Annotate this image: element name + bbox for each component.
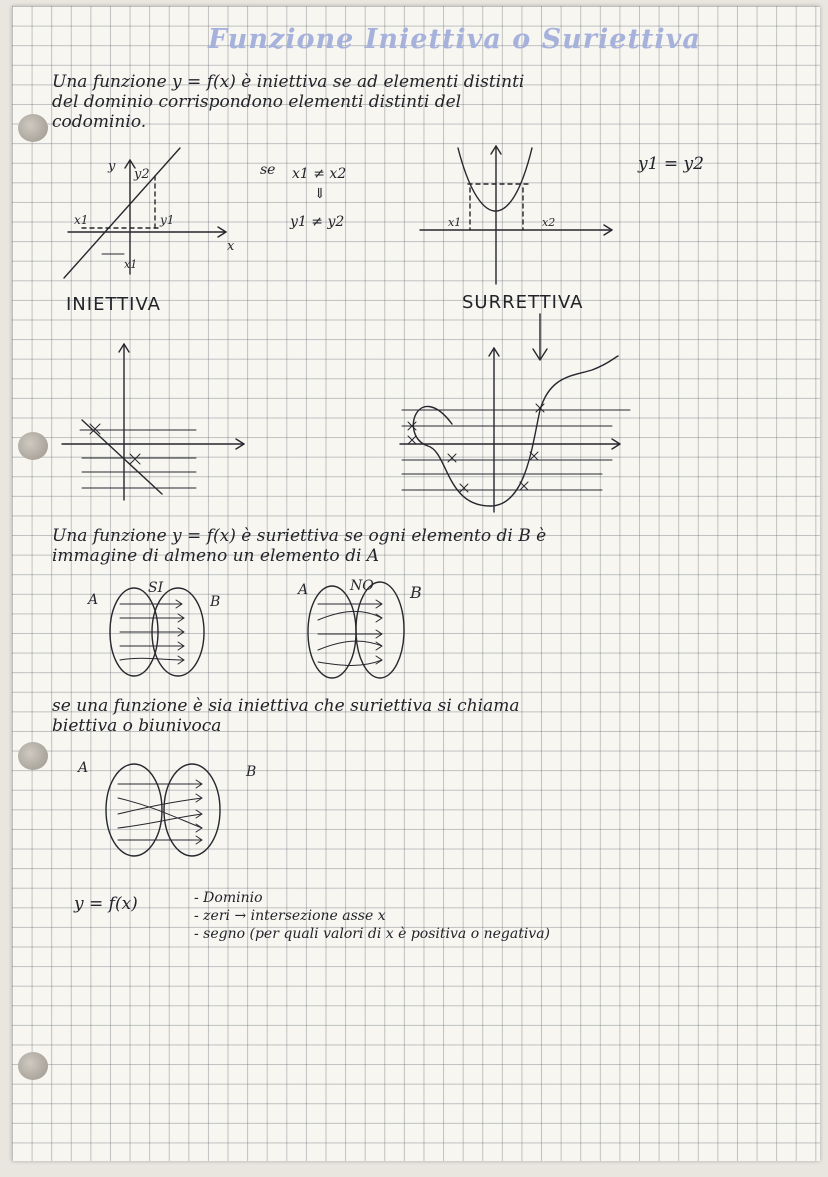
label-x1-axis: x1 [124,258,138,271]
label-x1: x1 [74,213,89,227]
label-y2: y2 [134,167,150,182]
study-item-zeri: - zeri → intersezione asse x [194,908,386,924]
cond-x-distinct: x1 ≠ x2 [292,166,347,182]
set-a-label: A [88,592,99,608]
study-item-segno: - segno (per quali valori di x è positiva o negativa) [194,926,551,942]
y-equal-note: y1 = y2 [638,154,704,174]
study-function: y = f(x) [74,894,138,914]
set-b-label: B [246,764,257,780]
diagram-si-label: SI [148,580,164,596]
suriettiva-line-1: Una funzione y = f(x) è suriettiva se ogni elemento di B è [52,526,547,546]
set-b-label: B [210,594,221,610]
cond-se: se [260,162,276,178]
label-y1: y1 [160,213,175,227]
biettiva-line-2: biettiva o biunivoca [52,716,222,736]
implies-arrow-icon: ⇓ [314,186,326,202]
cond-y-distinct: y1 ≠ y2 [290,214,345,230]
notebook-page [12,6,820,1161]
label-x1-parabola: x1 [448,216,462,229]
page-title: Funzione Iniettiva o Suriettiva [208,24,701,55]
label-surrettiva: SURRETTIVA [462,292,584,313]
suriettiva-line-2: immagine di almeno un elemento di A [52,546,380,566]
intro-line-1: Una funzione y = f(x) è iniettiva se ad elementi distinti [52,72,525,92]
diagram-no-label: NO [350,578,374,594]
label-iniettiva: INIETTIVA [66,294,161,315]
intro-line-2: del dominio corrispondono elementi distinti del [52,92,462,112]
intro-line-3: codominio. [52,112,147,132]
set-b-label: B [410,583,422,602]
mapping-diagram-bijective [12,6,820,1161]
study-item-dominio: - Dominio [194,890,263,906]
label-x: x [227,239,235,254]
label-y: y [108,159,116,174]
set-a-label: A [298,582,309,598]
label-x2-parabola: x2 [542,216,556,229]
biettiva-line-1: se una funzione è sia iniettiva che suriettiva si chiama [52,696,520,716]
set-a-label: A [78,760,89,776]
